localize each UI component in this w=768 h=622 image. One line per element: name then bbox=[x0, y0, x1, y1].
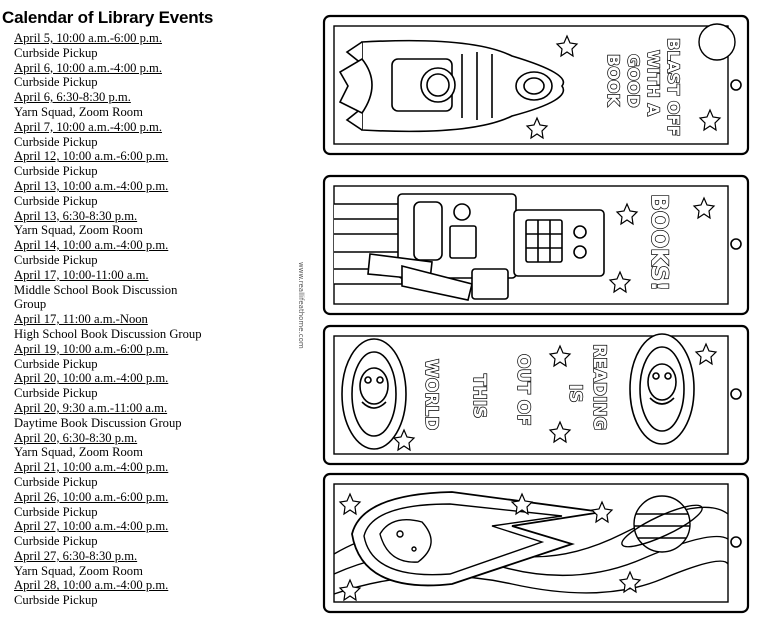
event-description: Curbside Pickup bbox=[14, 534, 98, 549]
event-description: Curbside Pickup bbox=[14, 164, 98, 179]
event-description: Curbside Pickup bbox=[14, 45, 98, 60]
event-item bbox=[14, 578, 314, 608]
event-item bbox=[14, 371, 314, 401]
bookmark-sheet bbox=[322, 14, 752, 614]
event-description: Curbside Pickup bbox=[14, 252, 98, 267]
event-item bbox=[14, 312, 314, 342]
bookmark-2-line-1: BOOKS! bbox=[646, 194, 671, 292]
event-description: Curbside Pickup bbox=[14, 75, 98, 90]
event-description: Curbside Pickup bbox=[14, 504, 98, 519]
event-item bbox=[14, 61, 314, 91]
event-description: Yarn Squad, Zoom Room bbox=[14, 104, 143, 119]
event-date: April 27, 6:30-8:30 p.m. bbox=[14, 548, 138, 563]
event-item bbox=[14, 490, 314, 520]
event-item bbox=[14, 519, 314, 549]
event-date: April 20, 10:00 a.m.-4:00 p.m. bbox=[14, 371, 169, 386]
bookmark-3-line-2: IS bbox=[565, 384, 585, 403]
event-date: April 13, 6:30-8:30 p.m. bbox=[14, 208, 138, 223]
event-description: Yarn Squad, Zoom Room bbox=[14, 445, 143, 460]
bookmark-1-line-3: GOOD bbox=[624, 54, 643, 108]
event-item bbox=[14, 238, 314, 268]
event-date: April 14, 10:00 a.m.-4:00 p.m. bbox=[14, 238, 169, 253]
event-date: April 19, 10:00 a.m.-6:00 p.m. bbox=[14, 341, 169, 356]
event-description: Curbside Pickup bbox=[14, 356, 98, 371]
event-date: April 17, 11:00 a.m.-Noon bbox=[14, 312, 148, 327]
bookmark-3-line-5: WORLD bbox=[421, 359, 441, 431]
event-date: April 28, 10:00 a.m.-4:00 p.m. bbox=[14, 578, 169, 593]
event-description: Middle School Book Discussion Group bbox=[14, 282, 178, 312]
event-item bbox=[14, 342, 314, 372]
event-description: Daytime Book Discussion Group bbox=[14, 415, 182, 430]
bookmark-3-line-3: OUT OF bbox=[513, 354, 533, 426]
bookmark-3-line-1: READING bbox=[589, 344, 609, 431]
event-date: April 13, 10:00 a.m.-4:00 p.m. bbox=[14, 178, 169, 193]
event-item bbox=[14, 31, 314, 61]
event-item bbox=[14, 179, 314, 209]
event-item bbox=[14, 268, 314, 312]
event-item bbox=[14, 431, 314, 461]
event-date: April 5, 10:00 a.m.-6:00 p.m. bbox=[14, 31, 162, 45]
event-date: April 20, 6:30-8:30 p.m. bbox=[14, 430, 138, 445]
event-date: April 17, 10:00-11:00 a.m. bbox=[14, 267, 149, 282]
event-date: April 7, 10:00 a.m.-4:00 p.m. bbox=[14, 119, 162, 134]
event-description: Curbside Pickup bbox=[14, 386, 98, 401]
bookmark-4 bbox=[324, 474, 748, 612]
event-item bbox=[14, 149, 314, 179]
event-description: Curbside Pickup bbox=[14, 193, 98, 208]
bookmark-1 bbox=[324, 16, 748, 154]
bookmark-3 bbox=[324, 326, 748, 464]
event-date: April 6, 10:00 a.m.-4:00 p.m. bbox=[14, 60, 162, 75]
event-item bbox=[14, 549, 314, 579]
event-list bbox=[14, 31, 314, 608]
bookmark-1-line-4: BOOK bbox=[604, 54, 623, 106]
event-date: April 21, 10:00 a.m.-4:00 p.m. bbox=[14, 460, 169, 475]
event-description: High School Book Discussion Group bbox=[14, 326, 202, 341]
event-description: Curbside Pickup bbox=[14, 134, 98, 149]
event-date: April 12, 10:00 a.m.-6:00 p.m. bbox=[14, 149, 169, 164]
bookmark-1-line-2: WITH A bbox=[644, 50, 663, 116]
page-title: Calendar of Library Events bbox=[2, 8, 214, 27]
event-date: April 26, 10:00 a.m.-6:00 p.m. bbox=[14, 489, 169, 504]
event-description: Curbside Pickup bbox=[14, 474, 98, 489]
event-item bbox=[14, 90, 314, 120]
event-description: Yarn Squad, Zoom Room bbox=[14, 563, 143, 578]
bookmark-3-line-4: THIS bbox=[469, 374, 489, 419]
bookmark-1-line-1: BLAST OFF bbox=[664, 38, 683, 137]
event-date: April 20, 9:30 a.m.-11:00 a.m. bbox=[14, 400, 168, 415]
watermark: www.reallifeathome.com bbox=[297, 262, 305, 349]
event-date: April 6, 6:30-8:30 p.m. bbox=[14, 90, 131, 105]
bookmark-2 bbox=[324, 176, 748, 314]
event-item bbox=[14, 120, 314, 150]
event-date: April 27, 10:00 a.m.-4:00 p.m. bbox=[14, 519, 169, 534]
event-item bbox=[14, 209, 314, 239]
event-item bbox=[14, 401, 314, 431]
event-description: Curbside Pickup bbox=[14, 593, 98, 608]
event-description: Yarn Squad, Zoom Room bbox=[14, 223, 143, 238]
event-item bbox=[14, 460, 314, 490]
